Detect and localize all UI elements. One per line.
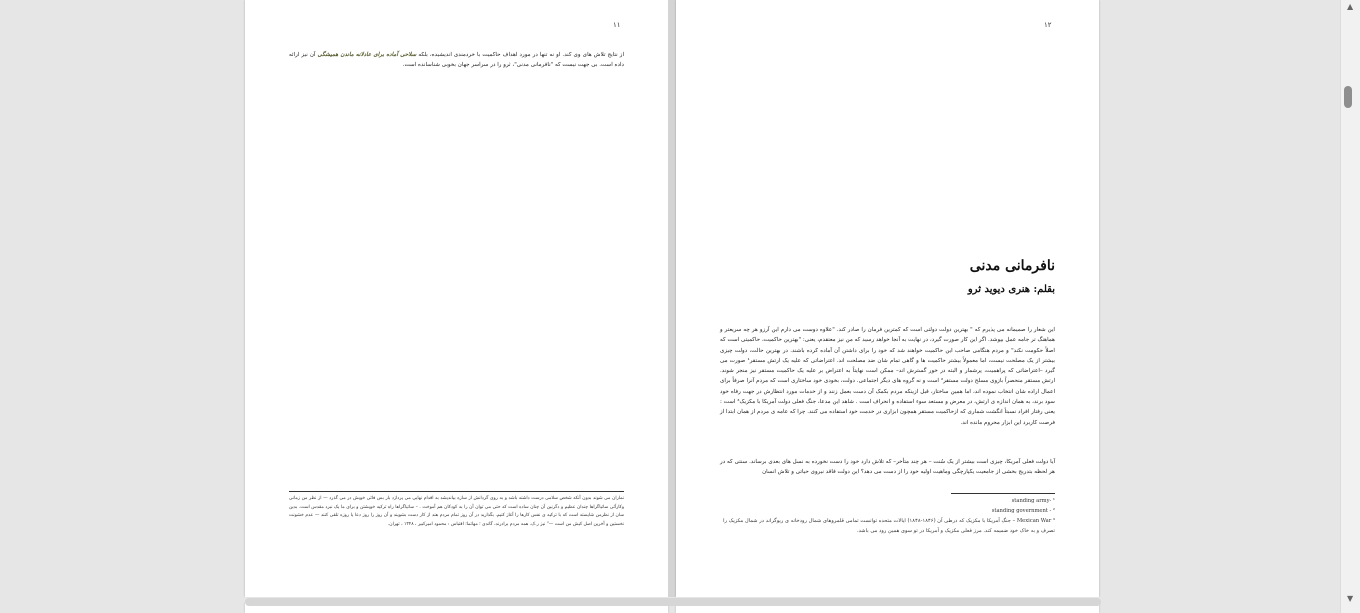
scrollbar-thumb[interactable] bbox=[1344, 86, 1352, 108]
page-11 bbox=[245, 0, 668, 597]
footnote-text: نماران می شوند بدون آنکه شخص سلامی درست داشته باشد و به روی گردانش از سازه بیاندیشد به اقدام نهایی می پردازد بار بس فائی خویش در می گذرد — از نظر من زمانی وکارآئی ساتیاگراها چندان عظیم و دگرنین آن چنان ساده است که حتی می توان آن را به کودکان هم آموخت . – ساتیاگراها راه ترکیه خویشتن و برای ما یک نبرد مقدس است. بدین سان از نظرمن شایسته است که با ترکیه ی نفس کارها را آغاز کنیم. بگذارید در آن روز تمام مردم هند از کار دست بشویند و آن روز را روز دعا یا روزه تلقی کنند — عدم خشونت نخستین و آخرین اصل کیش من است —" نیز ر.ک. همه مردم برادرند، گاندی ؛ مهاتما؛ اقتباس : محمود امیرکبیر ، ۱۳۴۸ ، تهران. bbox=[289, 496, 624, 527]
intro-paragraph bbox=[289, 50, 624, 71]
document-author: بقلم: هنری دیوید ثرو bbox=[967, 284, 1055, 295]
page-12 bbox=[676, 0, 1099, 597]
body-paragraph: آیا دولت فعلی آمریکا، چیزی است بیشتر از یک سُنت – هر چند متأخر– که تلاش دارد خود را دست نخورده به نسل های بعدی برساند. سنتی که در هر لحظه بتدریج بخشی از جامعیت یکپارچگی وماهیت اولیه خود را از دست می دهد؟ این دولت فاقد نیروی حیاتی و تلاش انسان bbox=[720, 459, 1055, 476]
footnote-divider bbox=[951, 493, 1055, 494]
page-separator bbox=[668, 0, 676, 597]
intro-text-end: آن نیز ارائه داده است. بی جهت نیست که "نافرمانی مدنی"، ثرو را در سراسر جهان بخوبی شناسانده است. bbox=[289, 52, 624, 69]
body-paragraph: این شعار را صمیمانه می پذیرم که " بهترین دولت دولتی است که کمترین فرمان را صادر کند. "علاوه دوست می دارم این آرزو هر چه سریعتر و هماهنگ تر جامه عمل بپوشد. اگر این کار صورت گیرد، در نهایت به آنجا خواهد رسید که من نیز معتقدم، یعنی: "بهترین حاکمیت، حاکمیتی است که اصلاً حکومت نکند" و مردم هنگامی صاحب این حاکمیت خواهند شد که خود را برای داشتن آن آماده کرده باشند. در بهترین حالت، دولت چیزی بیشتر از یک مصلحت نیست، اما معمولاً بیشتر حاکمیت ها و گاهی تمام شان ضد مصلحت اند. اعتراضاتی که علیه یک ارتش مستقر¹ صورت می گیرد –اعتراضاتی که پراهمیت، پرشمار و البته در خور گسترش اند– ممکن است نهایتاً به اعتراض بر علیه یک حاکمیت مستقر نیز منجر شوند. ارتش مستقر منحصراً بازوی مسلح دولت مستقر² است و نه گروه های دیگر اجتماعی. دولت، بخودی خود ساختاری است که مردم آنرا صرفاً برای اعمال اراده شان انتخاب نموده اند، اما همین ساختار، قبل ازینکه مردم بکمک آن دست بعمل زنند و از خدمات مورد انتظارش در جهت رفاه خود سود برند، به همان اندازه ی ارتش، در معرض و مستعد سوء استفاده و انحراف است . شاهد این مدعا، جنگ فعلی دولت آمریکا با مکزیک³ است : یعنی رفتار افراد نسبتاً انگشت شماری که ازحاکمیت مستقر همچون ابزاری در خدمت خود استفاده می کنند. چرا که عامه ی مردم از همان ابتدا از فرصت کاربرد این ابزار محروم مانده اند. bbox=[720, 327, 1055, 426]
page-number: ۱۲ bbox=[1044, 21, 1052, 29]
intro-text: از نتایج تلاش های وی کند. او نه تنها در مورد اهداف حاکمیت با خردمندی اندیشیده، بلکه bbox=[416, 52, 624, 58]
footnote-3: ³ Mexican War – جنگ آمریکا با مکزیک که درطی آن (۱۸۴۶-۱۸۴۸) ایالات متحده توانست تمامی قلمروهای شمال رودخانه ی ریوگراند در شمال مکزیک را تصرف و به خاک خود ضمیمه کند. مرز فعلی مکزیک و آمریکا در تو سوی همین رود می باشد. bbox=[723, 518, 1055, 534]
footnote-divider bbox=[289, 491, 624, 492]
scroll-up-arrow-icon[interactable]: ▲ bbox=[1347, 2, 1354, 11]
footnote-1: standing army- ¹ bbox=[1011, 498, 1055, 504]
page-number: ۱۱ bbox=[613, 21, 621, 29]
vertical-scrollbar[interactable] bbox=[1340, 0, 1360, 613]
horizontal-scrollbar[interactable] bbox=[245, 598, 1101, 606]
scroll-down-arrow-icon[interactable]: ▼ bbox=[1347, 594, 1354, 603]
document-title: نافرمانی مدنی bbox=[969, 258, 1055, 274]
footnote-2: standing government - ² bbox=[991, 508, 1055, 514]
emphasized-phrase: سلاحی آماده برای عادلانه ماندن همیشگی bbox=[317, 52, 417, 58]
